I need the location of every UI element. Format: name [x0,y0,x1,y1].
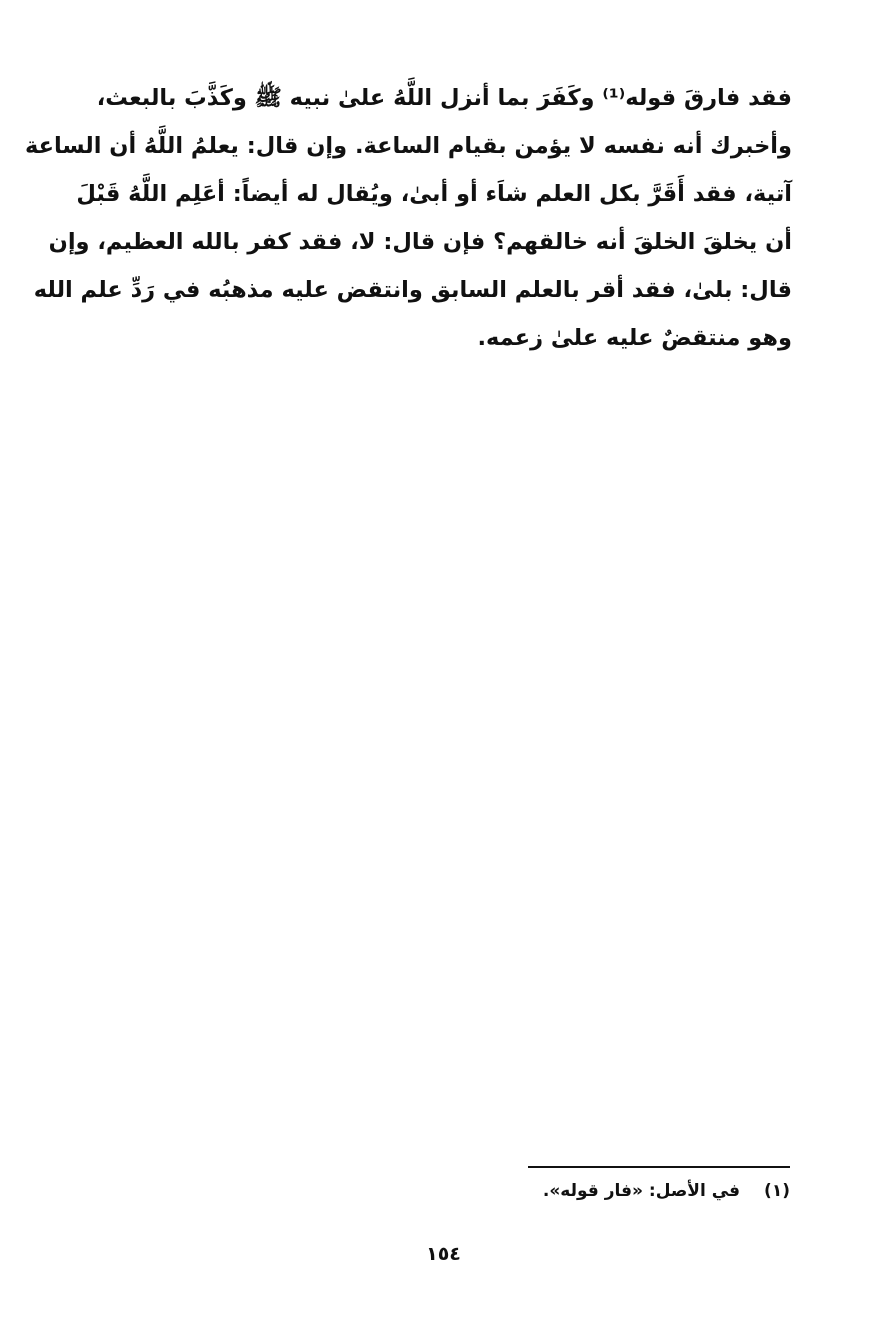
footnote-number: (١) [764,1181,790,1201]
text-line-3: آتية، فقد أَقَرَّ بكل العلم شاَء أو أبىٰ، ويُقال له أيضاً: أعَلِم اللَّهُ قَبْلَ [76,181,792,207]
text-line-2: وأخبرك أنه نفسه لا يؤمن بقيام الساعة. وإن قال: يعلمُ اللَّهُ أن الساعة [24,133,792,159]
text-line-6: وهو منتقضٌ عليه علىٰ زعمه. [477,325,792,351]
text-line-1: فقد فارقَ قوله⁽¹⁾ وكَفَرَ بما أنزل اللَّهُ علىٰ نبيه ﷺ وكَذَّبَ بالبعث، [96,85,792,111]
page-number: ١٥٤ [426,1243,461,1265]
text-line-4: أن يخلقَ الخلقَ أنه خالقهم؟ فإن قال: لا، فقد كفر بالله العظيم، وإن [48,229,792,255]
text-line-5: قال: بلىٰ، فقد أقر بالعلم السابق وانتقض عليه مذهبُه في رَدِّ علم الله [33,277,792,303]
footnote-separator [528,1166,790,1168]
footnote [543,1181,790,1201]
body-text [24,74,792,362]
footnote-text: في الأصل: «فار قوله». [542,1181,741,1201]
